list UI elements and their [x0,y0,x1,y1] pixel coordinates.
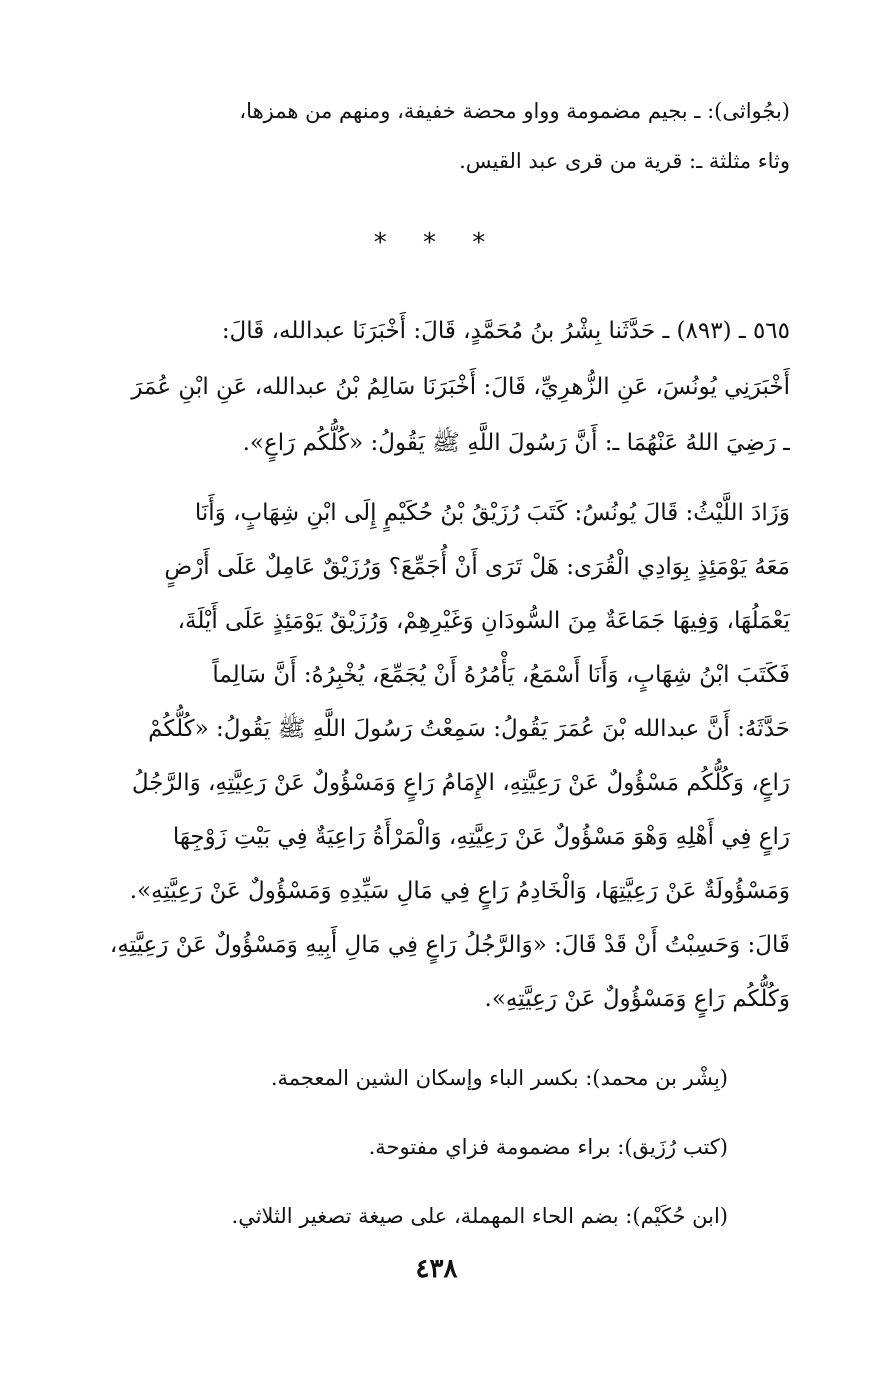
note-line: (بِشْر بن محمد): بكسر الباء وإسكان الشين المعجمة. [270,1066,728,1090]
hadith-line: مَعَهُ يَوْمَئِذٍ بِوَادِي الْقُرَى: هَلْ تَرَى أَنْ أُجَمِّعَ؟ وَرُزَيْقٌ عَامِلٌ عَلَى أَرْضٍ [164,554,790,580]
footnote-line: (بجُواثى): ـ بجيم مضمومة وواو محضة خفيفة، ومنهم من همزها، [239,99,790,123]
hadith-line: حَدَّثَهُ: أَنَّ عبدالله بْنَ عُمَرَ يَقُولُ: سَمِعْتُ رَسُولَ اللَّهِ ﷺ يَقُولُ: «كُلُّكُمْ [148,716,790,742]
hadith-line: قَالَ: وَحَسِبْتُ أَنْ قَدْ قَالَ: «وَالرَّجُلُ رَاعٍ فِي مَالِ أَبِيهِ وَمَسْؤُولٌ عَنْ رَعِيَّتِهِ، [109,932,790,958]
top-footnote [80,86,790,186]
hadith-line: فَكَتَبَ ابْنُ شِهَابٍ، وَأَنَا أَسْمَعُ، يَأْمُرُهُ أَنْ يُجَمِّعَ، يُخْبِرُهُ: أَنَّ سَالِماً [212,662,790,688]
hadith-line: أَخْبَرَنِي يُونُسَ، عَنِ الزُّهرِيِّ، قَالَ: أَخْبَرَنَا سَالِمُ بْنُ عبدالله، عَنِ ابْنِ عُمَرَ [131,374,790,400]
footnote-line: وثاء مثلثة ـ: قرية من قرى عبد القيس. [459,149,790,173]
explanatory-notes [80,1044,790,1251]
hadith-line: ـ رَضِيَ اللهُ عَنْهُمَا ـ: أَنَّ رَسُولَ اللَّهِ ﷺ يَقُولُ: «كُلُّكُم رَاعٍ». [242,430,790,456]
note-line: (كتب رُزَيق): براء مضمومة فزاي مفتوحة. [368,1135,728,1159]
hadith-continuation [80,486,790,1026]
note-line: (ابن حُكَيْم): بضم الحاء المهملة، على صيغة تصغير الثلاثي. [231,1204,728,1228]
hadith-line: وَكُلُّكُم رَاعٍ وَمَسْؤُولٌ عَنْ رَعِيَّتِهِ». [484,986,790,1012]
hadith-line: ٥٦٥ ـ (٨٩٣) ـ حَدَّثَنا بِشْرُ بنُ مُحَمَّدٍ، قَالَ: أَخْبَرَنَا عبدالله، قَالَ: [221,318,790,344]
section-separator: * * * [373,228,500,258]
hadith-line: وَمَسْؤُولَةٌ عَنْ رَعِيَّتِهَا، وَالْخَادِمُ رَاعٍ فِي مَالِ سَيِّدِهِ وَمَسْؤُولٌ عَنْ رَعِيَّتِهِ». [129,878,790,904]
hadith-text [80,303,790,471]
hadith-line: رَاعٍ فِي أَهْلِهِ وَهْوَ مَسْؤُولٌ عَنْ رَعِيَّتِهِ، وَالْمَرْأَةُ رَاعِيَةٌ فِي بَيْتِ زَوْجِهَا [172,824,790,850]
hadith-line: يَعْمَلُهَا، وَفِيهَا جَمَاعَةٌ مِنَ السُّودَانِ وَغَيْرِهِمْ، وَرُزَيْقٌ يَوْمَئِذٍ عَلَى أَيْلَةَ، [177,608,790,634]
page-number: ٤٣٨ [415,1254,458,1284]
hadith-line: رَاعٍ، وَكُلُّكُم مَسْؤُولٌ عَنْ رَعِيَّتِهِ، الإِمَامُ رَاعٍ وَمَسْؤُولٌ عَنْ رَعِيَّتِهِ، وَالرَّجُلُ [131,770,790,796]
hadith-line: وَزَادَ اللَّيْثُ: قَالَ يُونُسُ: كَتَبَ رُزَيْقُ بْنُ حُكَيْمٍ إِلَى ابْنِ شِهَابٍ، وَأَنَا [194,500,790,526]
